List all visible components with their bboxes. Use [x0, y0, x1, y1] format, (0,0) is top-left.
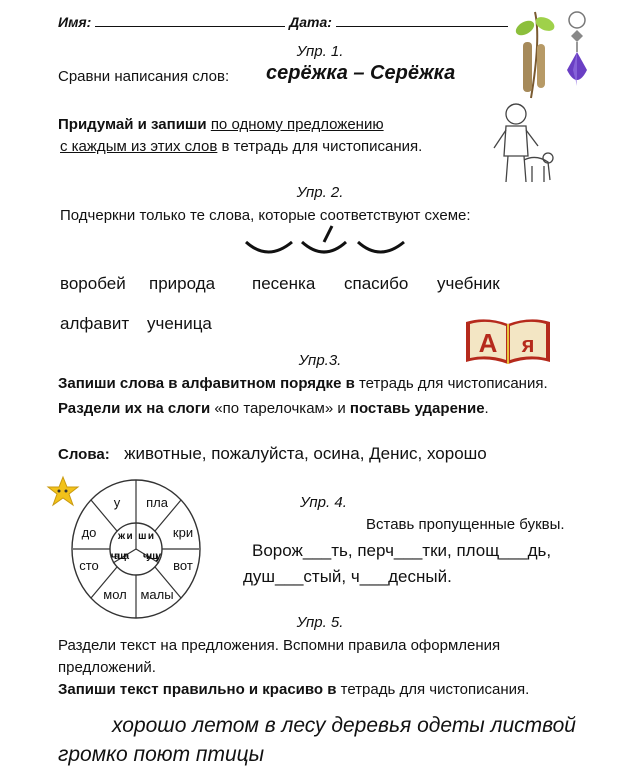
ex5-text2: громко поют птицы: [58, 743, 265, 766]
word-item[interactable]: спасибо: [344, 274, 409, 293]
ex1-task-part3: с каждым из этих слов: [60, 138, 218, 155]
syllable-arc-1: [246, 242, 292, 252]
ex3-line2-part: .: [484, 400, 489, 417]
stress-mark: [324, 226, 332, 242]
word-item[interactable]: учебник: [437, 274, 500, 293]
ex5-line1: Раздели текст на предложения. Вспомни правила оформления: [58, 637, 501, 654]
word-item[interactable]: алфавит: [60, 314, 130, 333]
boy-with-dog-picture: [488, 100, 558, 186]
wheel-outer-syllable: пла: [146, 495, 168, 510]
ex3-line1: [58, 375, 548, 392]
ex5-line2: предложений.: [58, 659, 156, 676]
wheel-inner-syllables: жи ши: [118, 531, 154, 542]
ex3-line1-part: слова в алфавитном порядке в: [119, 375, 359, 392]
date-label: Дата:: [289, 14, 332, 30]
ex5-line3: [58, 681, 529, 698]
word-item[interactable]: воробей: [60, 274, 126, 293]
name-field[interactable]: [95, 14, 285, 27]
wheel-outer-syllable: у: [113, 495, 121, 510]
syllable-arc-3: [358, 242, 404, 252]
book-letter-a: А: [478, 328, 498, 358]
ex1-instruction-text: Сравни написания слов:: [58, 68, 230, 85]
wheel-inner-syllables: чу щу: [143, 551, 161, 562]
ex2-instruction: Подчеркни только те слова, которые соответствуют схеме:: [60, 207, 471, 224]
ex3-line1-part: тетрадь для чистописания.: [358, 375, 548, 392]
date-field[interactable]: [336, 14, 508, 27]
ex4-line2: душ___стый, ч___десный.: [243, 567, 452, 586]
ex1-title: Упр. 1.: [296, 43, 344, 60]
book-letter-ya: я: [521, 332, 535, 357]
ex1-task-line2: [60, 138, 422, 155]
syllable-wheel: [69, 477, 203, 621]
ex3-words-label: Слова:: [58, 446, 110, 463]
ex3-line1-part: Запиши: [58, 375, 120, 392]
ex1-task-part4: в тетрадь для чистописания.: [221, 138, 423, 155]
ex4-line1: Ворож___ть, перч___тки, площ___дь,: [252, 541, 552, 560]
syllable-arc-2: [302, 242, 346, 252]
wheel-outer-syllable: до: [81, 525, 97, 540]
ex4-instruction: Вставь пропущенные буквы.: [366, 516, 565, 533]
header-line: [58, 14, 508, 30]
ex3-words: животные, пожалуйста, осина, Денис, хорошо: [124, 444, 487, 463]
ex1-task-part1: Придумай и запиши: [58, 116, 207, 133]
ex5-title: Упр. 5.: [296, 614, 344, 631]
ex1-task-part2: по одному предложению: [210, 116, 384, 133]
ex1-instruction: [58, 68, 229, 85]
word-item[interactable]: природа: [149, 274, 216, 293]
word-item[interactable]: ученица: [147, 314, 212, 333]
ex2-title: Упр. 2.: [296, 184, 344, 201]
word-item[interactable]: песенка: [252, 274, 316, 293]
wheel-inner-syllables: ча ща: [111, 551, 129, 562]
wheel-outer-syllable: сто: [79, 558, 99, 573]
ex5-line3-normal: тетрадь для чистописания.: [336, 681, 530, 698]
syllable-scheme: [240, 224, 410, 260]
ex3-line2-part: поставь ударение: [349, 400, 485, 417]
wheel-outer-syllable: мол: [103, 587, 127, 602]
name-label: Имя:: [58, 14, 92, 30]
ex3-line2-part: Раздели их на слоги: [58, 400, 215, 417]
ex3-title: Упр.3.: [298, 352, 342, 369]
ex1-task-line1: [58, 116, 384, 133]
ex3-line2: [58, 400, 489, 417]
ex3-line2-part: и: [333, 400, 350, 417]
ex3-words-line: [58, 444, 487, 464]
wheel-outer-syllable: вот: [173, 558, 193, 573]
ex3-line2-part: «по тарелочкам»: [214, 400, 334, 417]
ex5-line3-bold: Запиши текст правильно и красиво в: [58, 681, 337, 698]
ex4-title: Упр. 4.: [300, 494, 347, 511]
ex5-text1: хорошо летом в лесу деревья одеты листвой: [112, 714, 576, 737]
wheel-outer-syllable: малы: [140, 587, 174, 602]
ex1-words: серёжка – Серёжка: [266, 62, 456, 84]
wheel-outer-syllable: кри: [172, 525, 194, 540]
